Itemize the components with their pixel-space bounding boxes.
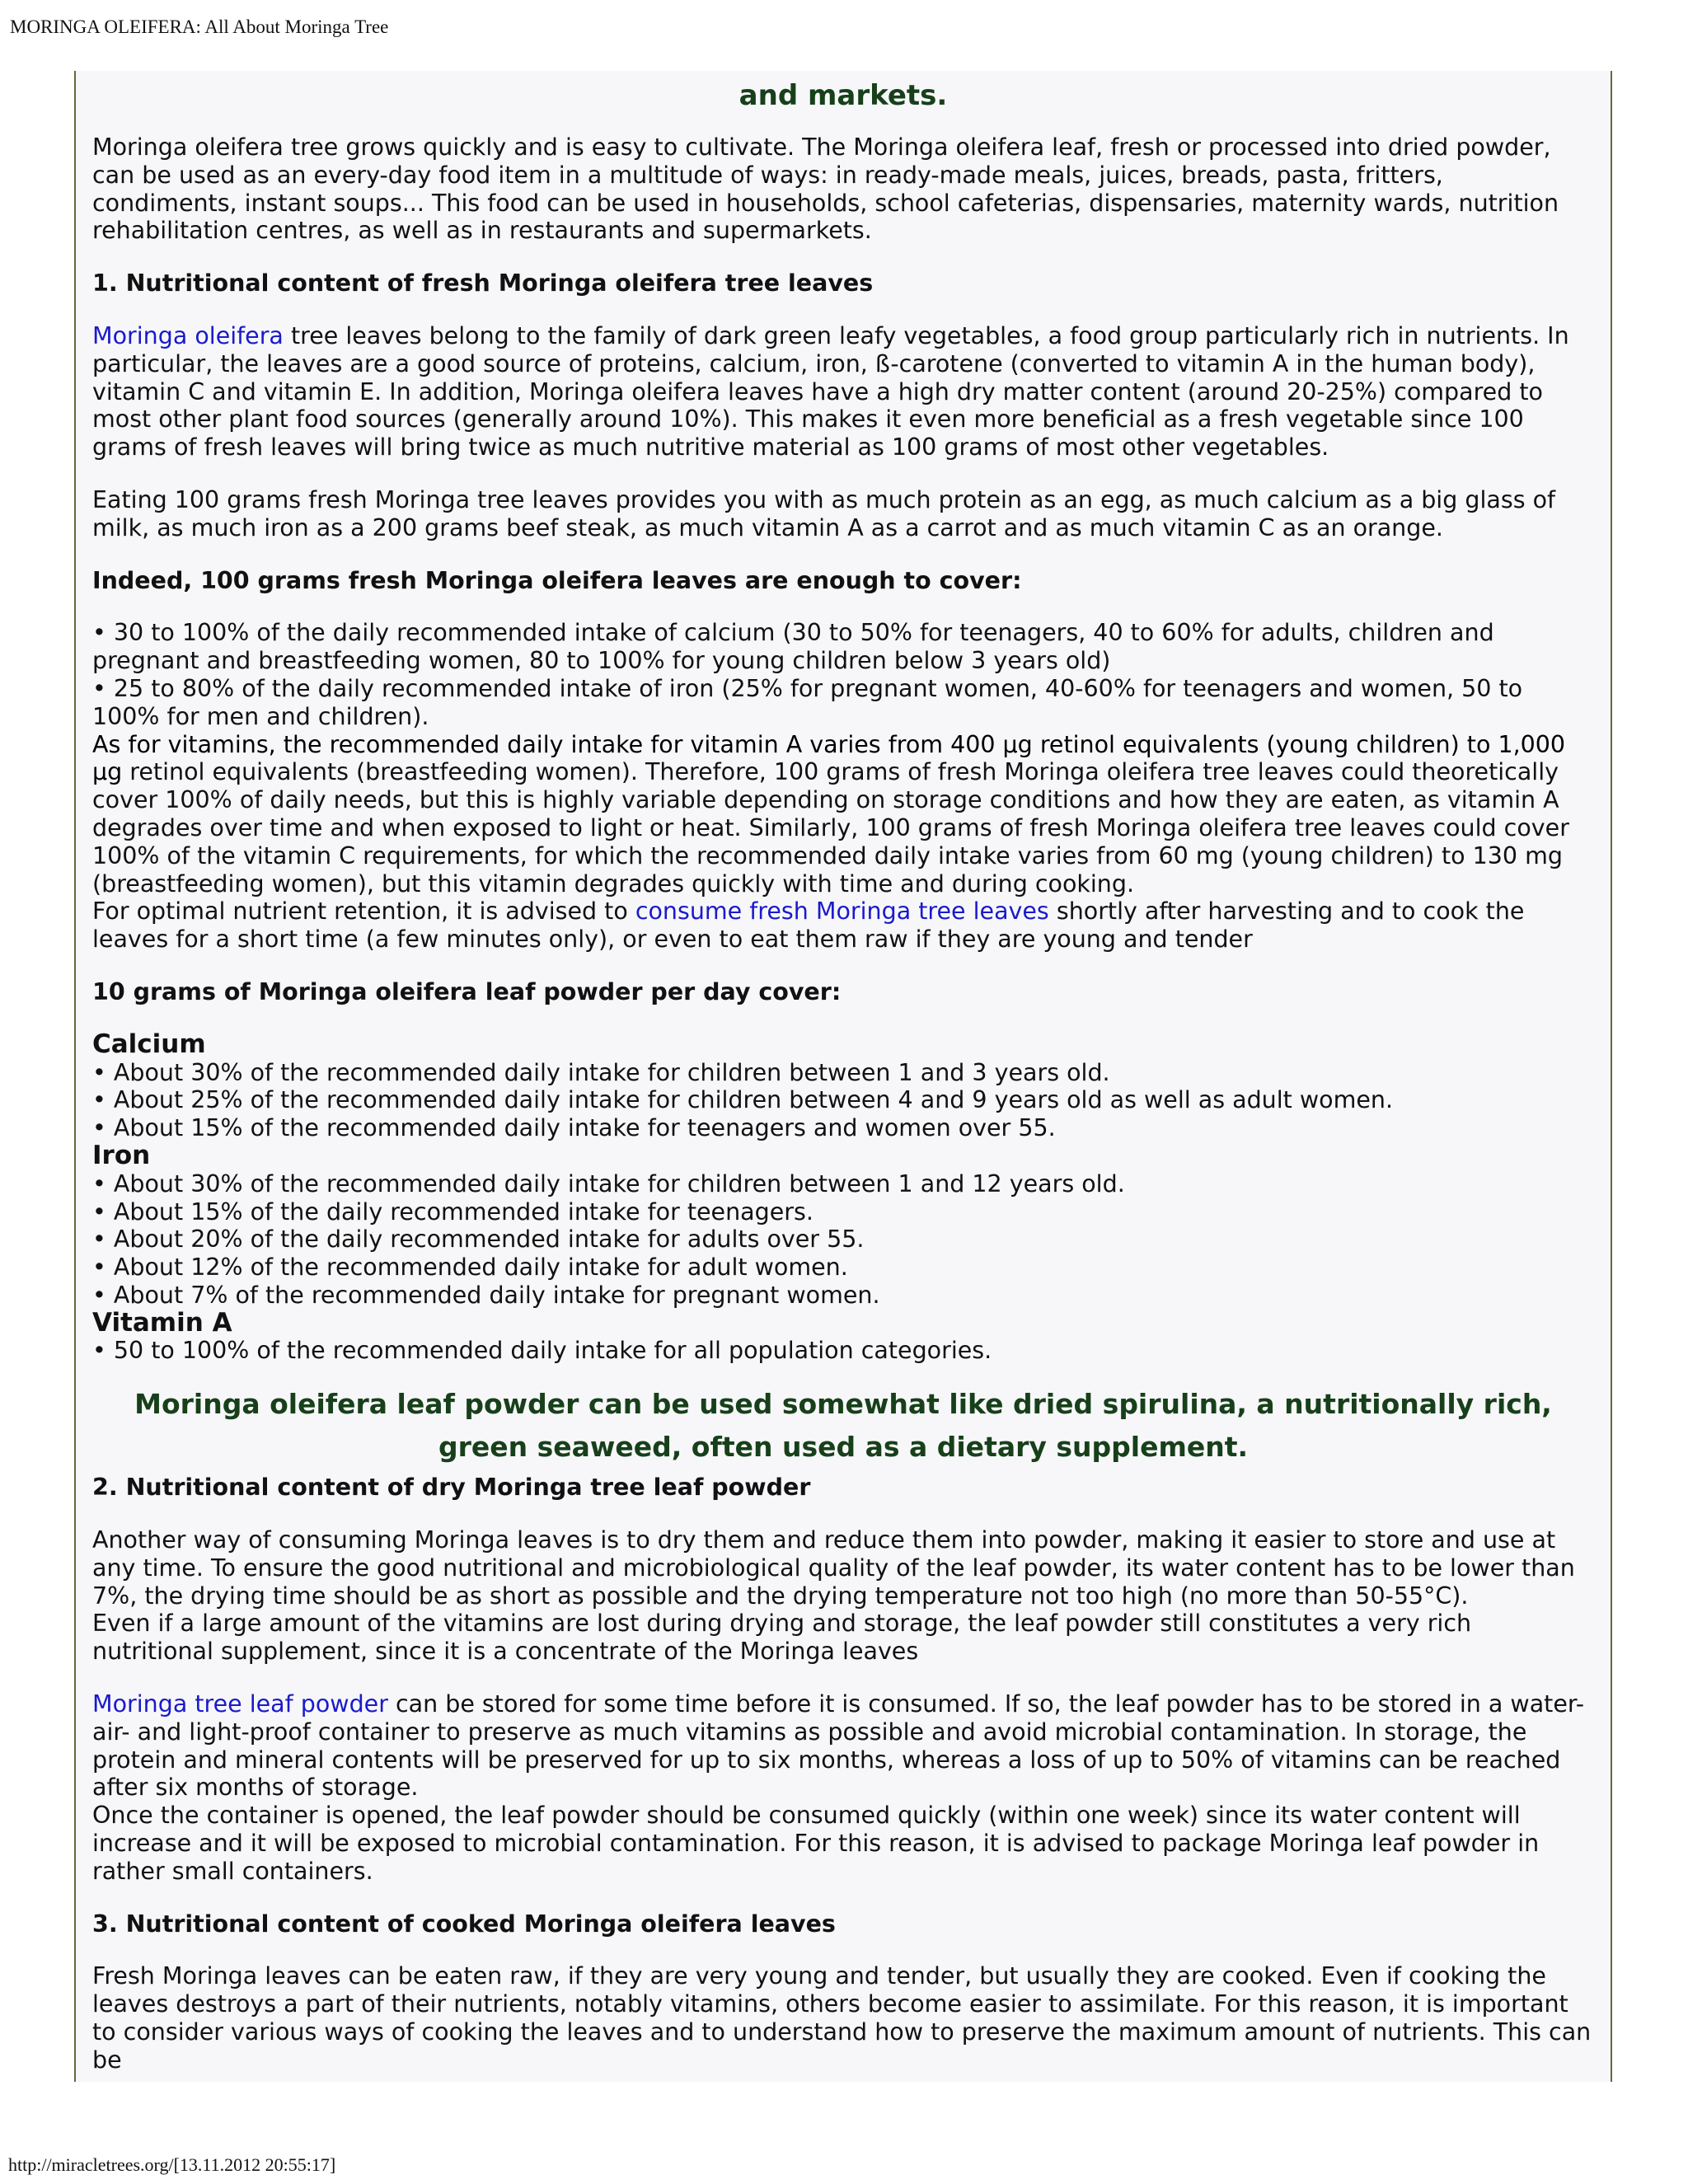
print-footer-url: http://miracletrees.org/[13.11.2012 20:55:17]: [8, 2154, 336, 2175]
list-item: • 50 to 100% of the recommended daily intake for all population categories.: [92, 1337, 992, 1365]
section2-paragraph1b: Even if a large amount of the vitamins are lost during drying and storage, the leaf powder still constitutes a very rich nutritional supplement, since it is a concentrate of the Moringa leaves: [92, 1610, 1472, 1666]
iron-label: Iron: [92, 1140, 151, 1170]
article-content: [74, 71, 1612, 2082]
list-item: • About 20% of the daily recommended intake for adults over 55.: [92, 1226, 865, 1254]
section2-heading: 2. Nutritional content of dry Moringa tree leaf powder: [92, 1474, 811, 1502]
retention-pre-text: For optimal nutrient retention, it is advised to: [92, 898, 635, 926]
calcium-label: Calcium: [92, 1029, 206, 1059]
vitamin-a-label: Vitamin A: [92, 1307, 232, 1338]
cover-heading: Indeed, 100 grams fresh Moringa oleifera leaves are enough to cover:: [92, 566, 1022, 594]
section1-heading: 1. Nutritional content of fresh Moringa oleifera tree leaves: [92, 269, 874, 298]
vitamins-rest-text: retinol equivalents (breastfeeding women). Therefore, 100 grams of fresh Moringa oleifera tree leaves could theoretically cover 100% of daily needs, but this is highly variable depending on storage conditions and how they are eaten, as vitamin A degrades over time and when exposed to light or heat. Similarly, 100 grams of fresh Moringa oleifera tree leaves could cover 100% of the vitamin C requirements, for which the recommended daily intake varies from 60 mg (young children) to 130 mg (breastfeeding women), but this vitamin degrades quickly with time and during cooking.: [92, 758, 1569, 898]
section2-paragraph2: [92, 1690, 1594, 1886]
section3-paragraph1: Fresh Moringa leaves can be eaten raw, if they are very young and tender, but usually they are cooked. Even if cooking the leaves destroys a part of their nutrients, notably vitamins, others become easier to assimilate. For this reason, it is important to consider various ways of cooking the leaves and to understand how to preserve the maximum amount of nutrients. This can be: [92, 1962, 1592, 2074]
intro-paragraph: Moringa oleifera tree grows quickly and is easy to cultivate. The Moringa oleifera leaf, fresh or processed into dried powder, can be used as an every-day food item in a multitude of ways: in ready-made meals, juices, breads, pasta, fritters, condiments, instant soups... This food can be used in households, school cafeterias, dispensaries, maternity wards, nutrition rehabilitation centres, as well as in restaurants and supermarkets.: [92, 134, 1559, 245]
list-item: • About 15% of the daily recommended intake for teenagers.: [92, 1197, 814, 1226]
section1-paragraph1-text: tree leaves belong to the family of dark green leafy vegetables, a food group particularly rich in nutrients. In particular, the leaves are a good source of proteins, calcium, iron, ß-carotene (converted to vitamin A in the human body), vitamin C and vitamin E. In addition, Moringa oleifera leaves have a high dry matter content (around 20-25%) compared to most other plant food sources (generally around 10%). This makes it even more beneficial as a fresh vegetable since 100 grams of fresh leaves will bring twice as much nutritive material as 100 grams of most other vegetables.: [92, 321, 1569, 462]
section2-paragraph2-main: [92, 1690, 1594, 1802]
list-item: • About 30% of the recommended daily intake for children between 1 and 3 years old.: [92, 1058, 1110, 1086]
section2-paragraph1a: Another way of consuming Moringa leaves is to dry them and reduce them into powder, making it easier to store and use at any time. To ensure the good nutritional and microbiological quality of the leaf powder, its water content has to be lower than 7%, the drying time should be as short as possible and the drying temperature not too high (no more than 50-55°C).: [92, 1526, 1575, 1610]
consume-fresh-leaves-link[interactable]: consume fresh Moringa tree leaves: [635, 898, 1049, 926]
section2-paragraph3: Once the container is opened, the leaf powder should be consumed quickly (within one week) since its water content will increase and it will be exposed to microbial contamination. For this reason, it is advised to package Moringa leaf powder in rather small containers.: [92, 1802, 1540, 1885]
list-item: • About 12% of the recommended daily intake for adult women.: [92, 1254, 848, 1282]
iron-coverage-bullet: • 25 to 80% of the daily recommended intake of iron (25% for pregnant women, 40-60% for teenagers and women, 50 to 100% for men and children).: [92, 674, 1523, 730]
section1-paragraph1: [92, 322, 1594, 462]
calcium-coverage-bullet: • 30 to 100% of the daily recommended intake of calcium (30 to 50% for teenagers, 40 to 60% for adults, children and pregnant and breastfeeding women, 80 to 100% for young children below 3 years old): [92, 619, 1494, 675]
powder-cover-list: [92, 1031, 1594, 1366]
leaf-powder-link[interactable]: Moringa tree leaf powder: [92, 1690, 388, 1718]
section2-paragraph1: [92, 1526, 1594, 1666]
list-item: • About 25% of the recommended daily intake for children between 4 and 9 years old as well as adult women.: [92, 1086, 1394, 1114]
vitamins-lead-text: As for vitamins, the recommended daily intake for vitamin A varies from 400 µg retinol equivalents (young children) to 1,000 µg: [92, 730, 1566, 786]
section2-paragraph2-text: can be stored for some time before it is consumed. If so, the leaf powder has to be stored in a water- air- and light-proof container to preserve as much vitamins as possible and avoid microbial contamination. In storage, the protein and mineral contents will be preserved for up to six months, whereas a loss of up to 50% of vitamins can be reached after six months of storage.: [92, 1690, 1585, 1802]
retention-post-text: shortly after harvesting and to cook the leaves for a short time (a few minutes only), or even to eat them raw if they are young and tender: [92, 898, 1525, 954]
list-item: • About 15% of the recommended daily intake for teenagers and women over 55.: [92, 1114, 1056, 1142]
list-item: • About 7% of the recommended daily intake for pregnant women.: [92, 1281, 880, 1309]
print-header-title: MORINGA OLEIFERA: All About Moringa Tree: [10, 16, 389, 37]
moringa-oleifera-link[interactable]: Moringa oleifera: [92, 321, 284, 349]
top-heading: and markets.: [738, 79, 948, 112]
fresh-leaves-coverage: [92, 619, 1594, 954]
section1-paragraph2: Eating 100 grams fresh Moringa tree leaves provides you with as much protein as an egg, as much calcium as a big glass of milk, as much iron as a 200 grams beef steak, as much vitamin A as a carrot and as much vitamin C as an orange.: [92, 485, 1556, 541]
list-item: • About 30% of the recommended daily intake for children between 1 and 12 years old.: [92, 1169, 1125, 1197]
spirulina-heading: Moringa oleifera leaf powder can be used somewhat like dried spirulina, a nutritionally rich, green seaweed, often used as a dietary supplement.: [134, 1388, 1552, 1464]
retention-paragraph: [92, 898, 1594, 954]
powder-cover-heading: 10 grams of Moringa oleifera leaf powder per day cover:: [92, 977, 842, 1005]
vitamins-paragraph: [92, 731, 1594, 898]
section3-heading: 3. Nutritional content of cooked Moringa oleifera leaves: [92, 1910, 836, 1938]
